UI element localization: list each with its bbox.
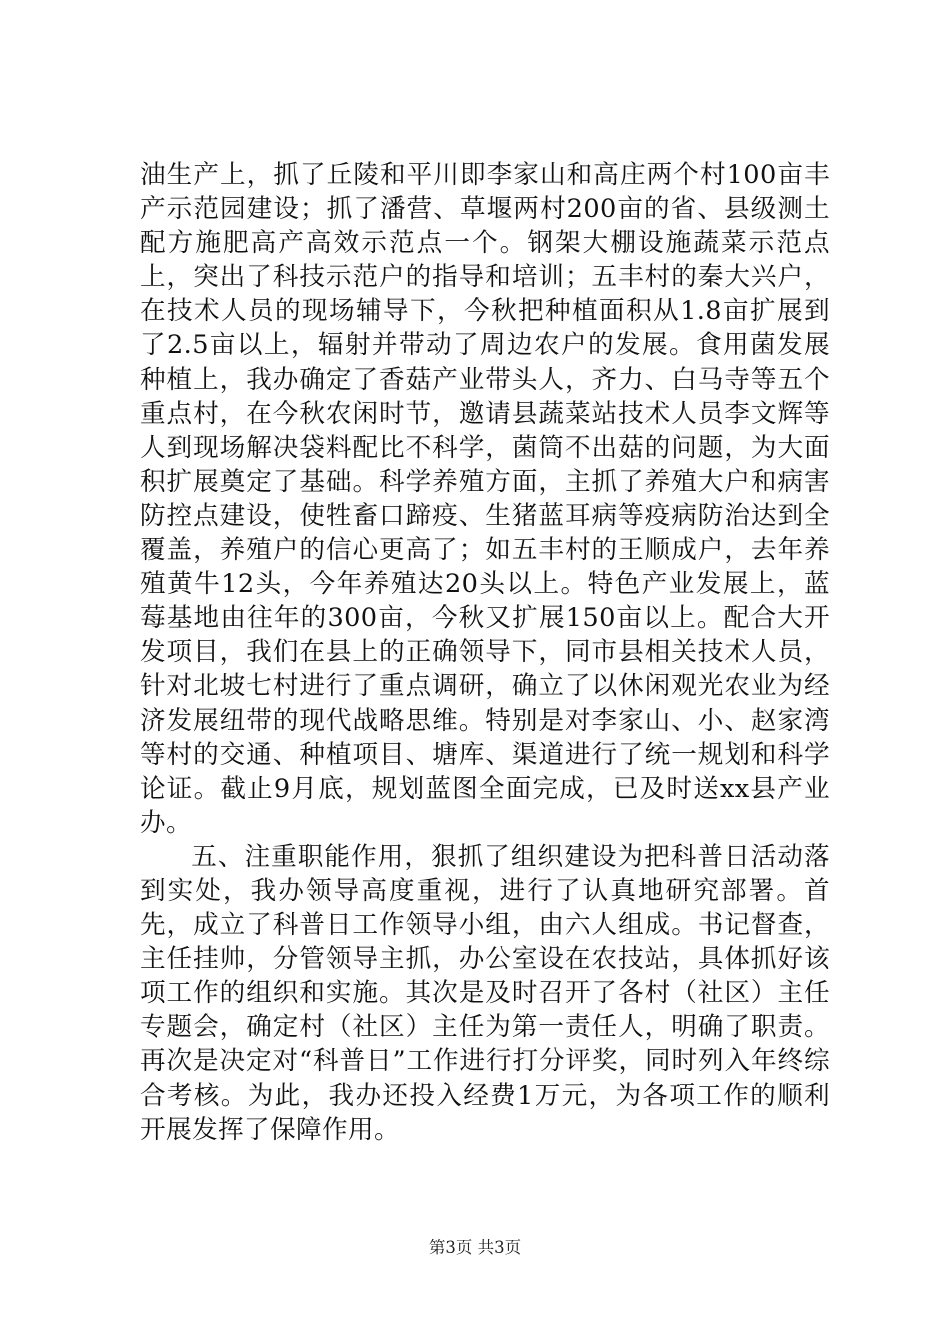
paragraph-section-five: 五、注重职能作用，狠抓了组织建设为把科普日活动落到实处，我办领导高度重视，进行了认真地研究部署。首先，成立了科普日工作领导小组，由六人组成。书记督查，主任挂帅，分管领导主抓，办公室设在农技站，具体抓好该项工作的组织和实施。其次是及时召开了各村（社区）主任专题会，确定村（社区）主任为第一责任人，明确了职责。再次是决定对“科普日”工作进行打分评奖，同时列入年终综合考核。为此，我办还投入经费1万元，为各项工作的顺利开展发挥了保障作用。	[140, 841, 830, 1145]
paragraph-continuation: 油生产上，抓了丘陵和平川即李家山和高庄两个村100亩丰产示范园建设；抓了潘营、草堰两村200亩的省、县级测土配方施肥高产高效示范点一个。钢架大棚设施蔬菜示范点上，突出了科技示范户的指导和培训；五丰村的秦大兴户，在技术人员的现场辅导下，今秋把种植面积从1.8亩扩展到了2.5亩以上，辐射并带动了周边农户的发展。食用菌发展种植上，我办确定了香菇产业带头人，齐力、白马寺等五个重点村，在今秋农闲时节，邀请县蔬菜站技术人员李文辉等人到现场解决袋料配比不科学，菌筒不出菇的问题，为大面积扩展奠定了基础。科学养殖方面，主抓了养殖大户和病害防控点建设，使牲畜口蹄疫、生猪蓝耳病等疫病防治达到全覆盖，养殖户的信心更高了；如五丰村的王顺成户，去年养殖黄牛12头，今年养殖达20头以上。特色产业发展上，蓝莓基地由往年的300亩，今秋又扩展150亩以上。配合大开发项目，我们在县上的正确领导下，同市县相关技术人员，针对北坡七村进行了重点调研，确立了以休闲观光农业为经济发展纽带的现代战略思维。特别是对李家山、小、赵家湾等村的交通、种植项目、塘库、渠道进行了统一规划和科学论证。截止9月底，规划蓝图全面完成，已及时送xx县产业办。	[140, 160, 830, 838]
page-number-footer: 第3页 共3页	[428, 1238, 522, 1257]
document-body	[140, 158, 830, 1147]
